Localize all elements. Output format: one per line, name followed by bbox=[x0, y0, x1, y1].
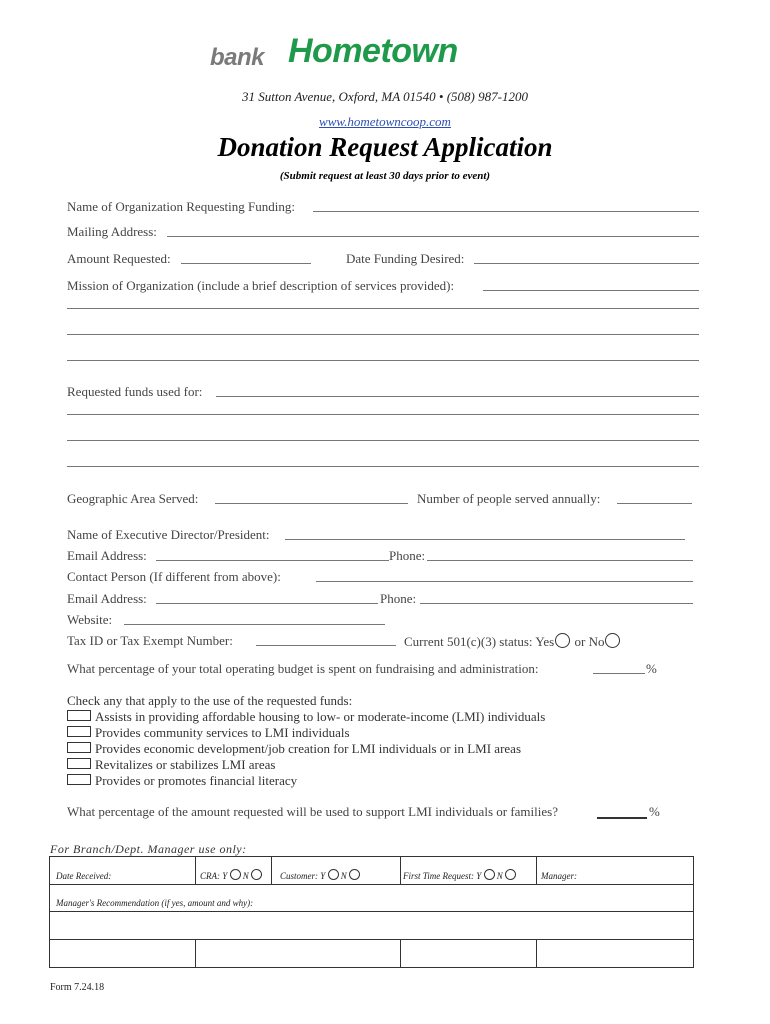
cra-n-label: N bbox=[242, 871, 249, 881]
lmi-pct-sign: % bbox=[649, 804, 660, 819]
mailing-field[interactable] bbox=[167, 236, 699, 237]
lmi-pct-field[interactable] bbox=[597, 817, 647, 819]
bank-address: 31 Sutton Avenue, Oxford, MA 01540 • (508) 987-1200 bbox=[242, 89, 528, 104]
website-label: Website: bbox=[67, 612, 113, 627]
lmi-question: What percentage of the amount requested will be used to support LMI individuals or families? bbox=[67, 804, 558, 819]
geo-label: Geographic Area Served: bbox=[67, 491, 199, 506]
checklist-item-label: Provides community services to LMI individuals bbox=[95, 725, 350, 740]
mission-field-3[interactable] bbox=[67, 334, 699, 335]
customer-n-label: N bbox=[340, 871, 347, 881]
mission-field-4[interactable] bbox=[67, 360, 699, 361]
bank-website bbox=[0, 114, 770, 130]
checklist-heading: Check any that apply to the use of the requested funds: bbox=[67, 693, 353, 708]
checkbox[interactable] bbox=[67, 710, 91, 721]
funds-used-label: Requested funds used for: bbox=[67, 384, 203, 399]
mission-field-1[interactable] bbox=[483, 290, 699, 291]
date-desired-label: Date Funding Desired: bbox=[346, 251, 465, 266]
budget-pct-field[interactable] bbox=[593, 673, 645, 674]
table-divider bbox=[50, 911, 693, 912]
cra-n-radio[interactable] bbox=[251, 869, 262, 880]
email1-field[interactable] bbox=[156, 560, 389, 561]
people-field[interactable] bbox=[617, 503, 692, 504]
date-desired-field[interactable] bbox=[474, 263, 699, 264]
logo-prefix: bank bbox=[210, 44, 265, 71]
first-time-n-radio[interactable] bbox=[505, 869, 516, 880]
logo-brand: Hometown bbox=[288, 32, 458, 70]
taxid-field[interactable] bbox=[256, 645, 396, 646]
website-field[interactable] bbox=[124, 624, 385, 625]
first-time-y-label: First Time Request: Y bbox=[403, 871, 482, 881]
recommendation-label: Manager's Recommendation (if yes, amount and why): bbox=[56, 898, 254, 908]
first-time-group bbox=[403, 869, 516, 881]
table-divider bbox=[50, 939, 693, 940]
exec-field[interactable] bbox=[285, 539, 685, 540]
status-yes-label: Yes bbox=[535, 634, 555, 649]
email2-label: Email Address: bbox=[67, 591, 147, 606]
status-group bbox=[404, 633, 621, 650]
geo-field[interactable] bbox=[215, 503, 408, 504]
email1-label: Email Address: bbox=[67, 548, 147, 563]
status-no-radio[interactable] bbox=[605, 633, 620, 648]
checklist-item-label: Assists in providing affordable housing to low- or moderate-income (LMI) individuals bbox=[95, 709, 546, 724]
table-divider bbox=[195, 857, 196, 884]
cra-group bbox=[200, 869, 262, 881]
phone2-field[interactable] bbox=[420, 603, 693, 604]
checkbox[interactable] bbox=[67, 726, 91, 737]
funds-used-field-1[interactable] bbox=[216, 396, 699, 397]
taxid-label: Tax ID or Tax Exempt Number: bbox=[67, 633, 233, 648]
table-divider bbox=[536, 939, 537, 967]
customer-group bbox=[280, 869, 360, 881]
date-received-label: Date Received: bbox=[56, 871, 112, 881]
checklist-item-label: Revitalizes or stabilizes LMI areas bbox=[95, 757, 276, 772]
status-or-label: or bbox=[574, 634, 586, 649]
checklist-item[interactable] bbox=[67, 741, 521, 757]
customer-n-radio[interactable] bbox=[349, 869, 360, 880]
budget-question: What percentage of your total operating budget is spent on fundraising and administration: bbox=[67, 661, 539, 676]
email2-field[interactable] bbox=[156, 603, 378, 604]
checklist-item[interactable] bbox=[67, 757, 276, 773]
phone1-field[interactable] bbox=[427, 560, 693, 561]
manager-label: Manager: bbox=[541, 871, 577, 881]
table-divider bbox=[50, 884, 693, 885]
checklist-item-label: Provides economic development/job creation for LMI individuals or in LMI areas bbox=[95, 741, 521, 756]
first-time-y-radio[interactable] bbox=[484, 869, 495, 880]
status-no-label: No bbox=[588, 634, 605, 649]
checklist-item[interactable] bbox=[67, 725, 350, 741]
checkbox[interactable] bbox=[67, 774, 91, 785]
table-divider bbox=[536, 857, 537, 884]
table-divider bbox=[400, 939, 401, 967]
amount-label: Amount Requested: bbox=[67, 251, 171, 266]
mailing-label: Mailing Address: bbox=[67, 224, 157, 239]
cra-y-radio[interactable] bbox=[230, 869, 241, 880]
contact-field[interactable] bbox=[316, 581, 693, 582]
status-yes-radio[interactable] bbox=[555, 633, 570, 648]
table-divider bbox=[400, 857, 401, 884]
funds-used-field-4[interactable] bbox=[67, 466, 699, 467]
form-number: Form 7.24.18 bbox=[50, 982, 105, 993]
amount-field[interactable] bbox=[181, 263, 311, 264]
status-label: Current 501(c)(3) status: bbox=[404, 634, 533, 649]
budget-pct-sign: % bbox=[646, 661, 657, 676]
table-divider bbox=[195, 939, 196, 967]
checkbox[interactable] bbox=[67, 758, 91, 769]
first-time-n-label: N bbox=[496, 871, 503, 881]
phone2-label: Phone: bbox=[380, 591, 417, 606]
table-divider bbox=[271, 857, 272, 884]
contact-label: Contact Person (If different from above): bbox=[67, 569, 281, 584]
branch-table bbox=[49, 856, 694, 968]
branch-section-label: For Branch/Dept. Manager use only: bbox=[50, 842, 247, 856]
form-title: Donation Request Application bbox=[217, 132, 553, 162]
org-name-label: Name of Organization Requesting Funding: bbox=[67, 199, 295, 214]
customer-y-label: Customer: Y bbox=[280, 871, 326, 881]
mission-label: Mission of Organization (include a brief description of services provided): bbox=[67, 278, 455, 293]
checklist-item-label: Provides or promotes financial literacy bbox=[95, 773, 298, 788]
cra-y-label: CRA: Y bbox=[200, 871, 228, 881]
bank-website-link[interactable]: www.hometowncoop.com bbox=[319, 114, 451, 129]
form-subtitle: (Submit request at least 30 days prior to event) bbox=[279, 170, 491, 182]
org-name-field[interactable] bbox=[313, 211, 699, 212]
customer-y-radio[interactable] bbox=[328, 869, 339, 880]
funds-used-field-3[interactable] bbox=[67, 440, 699, 441]
funds-used-field-2[interactable] bbox=[67, 414, 699, 415]
checklist-item[interactable] bbox=[67, 709, 545, 725]
checklist-item[interactable] bbox=[67, 773, 297, 789]
mission-field-2[interactable] bbox=[67, 308, 699, 309]
people-label: Number of people served annually: bbox=[417, 491, 601, 506]
exec-label: Name of Executive Director/President: bbox=[67, 527, 270, 542]
checkbox[interactable] bbox=[67, 742, 91, 753]
phone1-label: Phone: bbox=[389, 548, 426, 563]
